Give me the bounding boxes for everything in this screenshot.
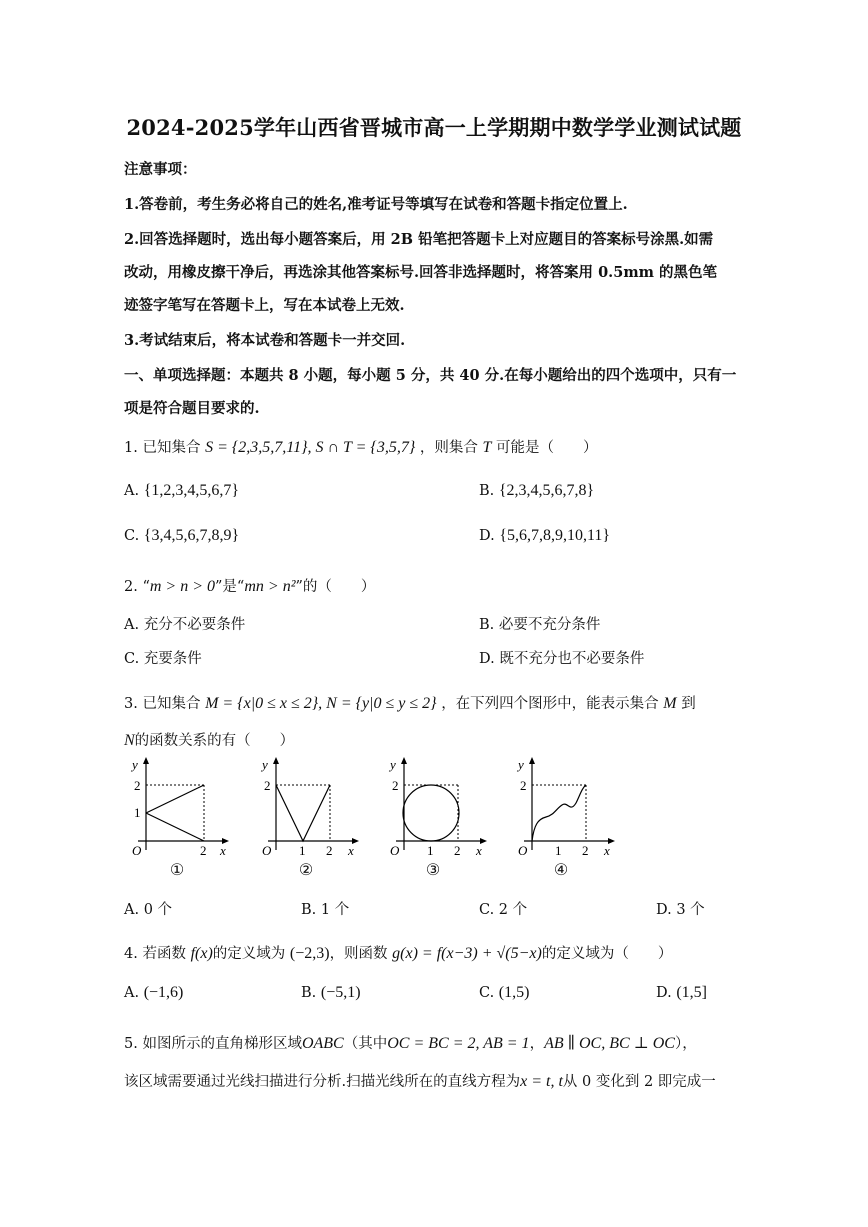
exam-title: 2024-2025学年山西省晋城市高一上学期期中数学学业测试试题 (126, 115, 742, 140)
svg-text:1: 1 (299, 843, 306, 858)
svg-text:2: 2 (520, 778, 527, 793)
q4-option-d[interactable]: D. (1,5] (656, 984, 707, 1001)
q4-option-a[interactable]: A. (−1,6) (124, 984, 184, 1001)
graph-3-label: ③ (425, 860, 441, 879)
q3-option-b[interactable]: B. 1 个 (301, 902, 350, 918)
svg-text:O: O (132, 843, 142, 858)
question-5-line2: 该区域需要通过光线扫描进行分析.扫描光线所在的直线方程为x = t, t从 0 变化到 2 即完成一 (124, 1073, 716, 1090)
q3-option-d[interactable]: D. 3 个 (656, 902, 705, 918)
svg-text:2: 2 (200, 843, 207, 858)
svg-text:y: y (132, 757, 138, 772)
graph-1-y-arrow (143, 757, 149, 764)
graph-1-upper-line (146, 785, 204, 813)
graph-2-label: ② (298, 860, 314, 879)
svg-text:y: y (262, 757, 268, 772)
q3-option-c[interactable]: C. 2 个 (479, 902, 528, 918)
q1-option-c[interactable]: C. {3,4,5,6,7,8,9} (124, 527, 240, 544)
question-1: 1. 已知集合 S = {2,3,5,7,11}, S ∩ T = {3,5,7} ，则集合 T 可能是（ ） (124, 439, 598, 456)
q1-option-a[interactable]: A. {1,2,3,4,5,6,7} (124, 482, 240, 499)
section1-line2: 项是符合题目要求的. (124, 400, 260, 417)
question-4: 4. 若函数 f(x)的定义域为 (−2,3)，则函数 g(x) = f(x−3) + √(5−x)的定义域为（ ） (124, 945, 673, 962)
svg-text:2: 2 (264, 778, 271, 793)
notice-2c: 迹签字笔写在答题卡上，写在本试卷上无效. (124, 297, 405, 314)
graph-1 (120, 755, 235, 860)
graph-2 (250, 755, 365, 860)
notice-1: 1.答卷前，考生务必将自己的姓名,准考证号等填写在试卷和答题卡指定位置上. (124, 196, 628, 213)
graph-1-lower-line (146, 813, 204, 841)
q4-option-c[interactable]: C. (1,5) (479, 984, 530, 1001)
section1-line1: 一、单项选择题：本题共 8 小题，每小题 5 分，共 40 分.在每小题给出的四个选项中，只有一 (124, 367, 737, 384)
svg-text:x: x (476, 843, 482, 858)
svg-text:y: y (518, 757, 524, 772)
svg-text:2: 2 (454, 843, 461, 858)
notice-2b: 改动，用橡皮擦干净后，再选涂其他答案标号.回答非选择题时，将答案用 0.5mm 的黑色笔 (124, 264, 718, 281)
q2-option-d[interactable]: D. 既不充分也不必要条件 (479, 651, 645, 667)
svg-text:O: O (262, 843, 272, 858)
svg-text:x: x (604, 843, 610, 858)
graph-3 (378, 755, 493, 860)
svg-text:1: 1 (427, 843, 434, 858)
question-3: 3. 已知集合 M = {x|0 ≤ x ≤ 2}, N = {y|0 ≤ y ≤ 2} ，在下列四个图形中，能表示集合 M 到 (124, 695, 696, 712)
svg-text:y: y (390, 757, 396, 772)
q1-set-expression: S = {2,3,5,7,11}, S ∩ T = {3,5,7} (205, 439, 416, 456)
notice-heading: 注意事项： (124, 161, 197, 178)
svg-text:O: O (390, 843, 400, 858)
svg-text:2: 2 (582, 843, 589, 858)
svg-text:x: x (348, 843, 354, 858)
graph-4-label: ④ (553, 860, 569, 879)
graph-4 (506, 755, 621, 860)
notice-2a: 2.回答选择题时，选出每小题答案后，用 2B 铅笔把答题卡上对应题目的答案标号涂黑.如需 (124, 231, 714, 248)
q1-option-d[interactable]: D. {5,6,7,8,9,10,11} (479, 527, 611, 544)
graph-4-curve (532, 785, 586, 841)
q2-option-b[interactable]: B. 必要不充分条件 (479, 617, 601, 633)
q2-option-a[interactable]: A. 充分不必要条件 (124, 617, 246, 633)
graph-2-v-shape (276, 785, 330, 841)
svg-text:2: 2 (134, 778, 141, 793)
q3-option-a[interactable]: A. 0 个 (124, 902, 173, 918)
svg-text:x: x (220, 843, 226, 858)
svg-text:1: 1 (134, 805, 141, 820)
svg-text:2: 2 (392, 778, 399, 793)
q4-option-b[interactable]: B. (−5,1) (301, 984, 361, 1001)
svg-text:O: O (518, 843, 528, 858)
svg-text:1: 1 (555, 843, 562, 858)
question-2: 2. “m > n > 0”是“mn > n²”的（ ） (124, 578, 376, 595)
svg-text:2: 2 (326, 843, 333, 858)
q1-option-b[interactable]: B. {2,3,4,5,6,7,8} (479, 482, 595, 499)
notice-3: 3.考试结束后，将本试卷和答题卡一并交回. (124, 332, 406, 349)
graph-3-circle (403, 785, 459, 841)
question-5: 5. 如图所示的直角梯形区域OABC（其中OC = BC = 2, AB = 1，AB ∥ OC, BC ⊥ OC）， (124, 1035, 697, 1052)
graph-1-label: ① (169, 860, 185, 879)
q2-option-c[interactable]: C. 充要条件 (124, 651, 202, 667)
question-3-line2: N的函数关系的有（ ） (124, 732, 295, 749)
